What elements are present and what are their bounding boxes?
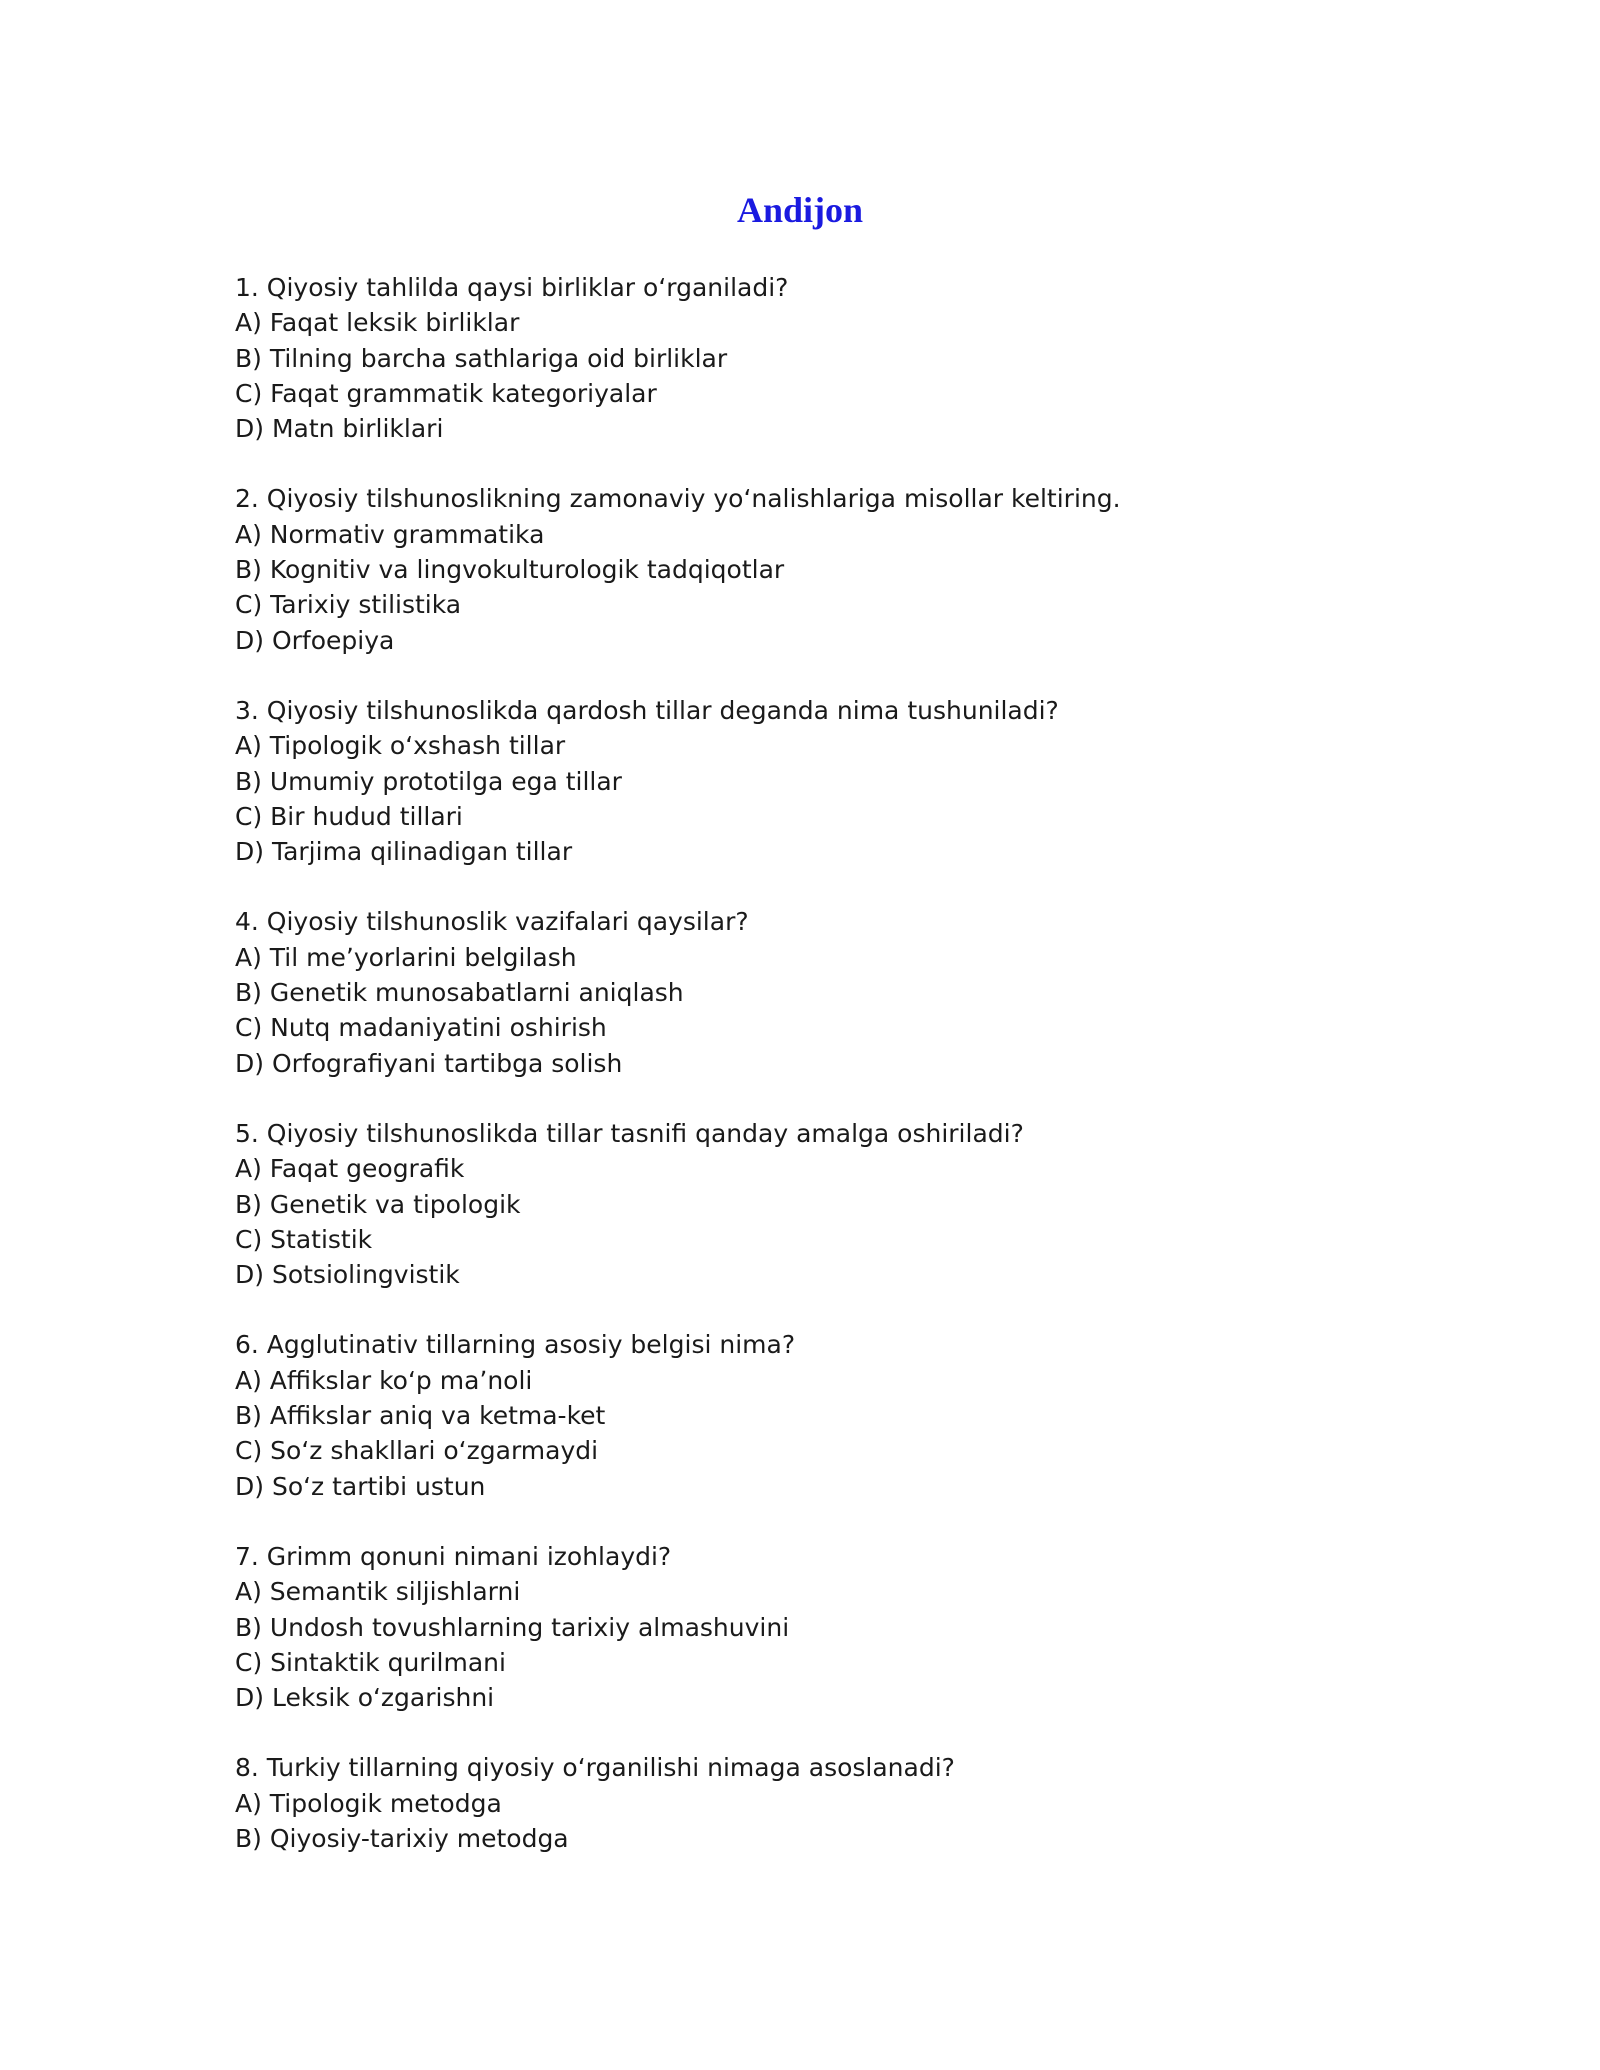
question-text: 6. Agglutinativ tillarning asosiy belgisi nima? xyxy=(235,1330,796,1360)
answer-option: A) Tipologik metodga xyxy=(235,1788,502,1818)
question-list xyxy=(235,270,1435,1891)
page-title: Andijon xyxy=(736,190,864,230)
answer-option: A) Faqat leksik birliklar xyxy=(235,308,520,338)
question-block xyxy=(235,270,1435,446)
answer-option: C) Tarixiy stilistika xyxy=(235,590,462,620)
answer-option: C) Bir hudud tillari xyxy=(235,801,463,831)
answer-option: D) Orfoepiya xyxy=(235,625,395,655)
question-block xyxy=(235,1116,1435,1292)
answer-option: C) Sintaktik qurilmani xyxy=(235,1647,506,1677)
answer-option: D) Leksik oʻzgarishni xyxy=(235,1683,495,1713)
answer-option: B) Tilning barcha sathlariga oid birliklar xyxy=(235,343,728,373)
answer-option: A) Normativ grammatika xyxy=(235,519,545,549)
question-text: 7. Grimm qonuni nimani izohlaydi? xyxy=(235,1541,672,1571)
question-block xyxy=(235,693,1435,869)
answer-option: A) Semantik siljishlarni xyxy=(235,1577,521,1607)
question-text: 2. Qiyosiy tilshunoslikning zamonaviy yoʻnalishlariga misollar keltiring. xyxy=(235,484,1121,514)
answer-option: B) Umumiy prototilga ega tillar xyxy=(235,766,622,796)
answer-option: D) Orfografiyani tartibga solish xyxy=(235,1048,623,1078)
answer-option: A) Affikslar koʻp maʼnoli xyxy=(235,1365,533,1395)
answer-option: B) Undosh tovushlarning tarixiy almashuvini xyxy=(235,1612,790,1642)
answer-option: B) Affikslar aniq va ketma-ket xyxy=(235,1401,606,1431)
answer-option: A) Tipologik oʻxshash tillar xyxy=(235,731,566,761)
question-block xyxy=(235,1327,1435,1503)
answer-option: D) Sotsiolingvistik xyxy=(235,1260,460,1290)
question-text: 1. Qiyosiy tahlilda qaysi birliklar oʻrganiladi? xyxy=(235,273,789,302)
answer-option: B) Kognitiv va lingvokulturologik tadqiqotlar xyxy=(235,555,785,585)
question-block xyxy=(235,481,1435,657)
answer-option: C) Faqat grammatik kategoriyalar xyxy=(235,378,657,408)
answer-option: D) Matn birliklari xyxy=(235,414,444,444)
question-text: 8. Turkiy tillarning qiyosiy oʻrganilishi nimaga asoslanadi? xyxy=(235,1753,955,1783)
answer-option: D) Tarjima qilinadigan tillar xyxy=(235,837,573,867)
answer-option: A) Faqat geografik xyxy=(235,1154,465,1184)
answer-option: C) Soʻz shakllari oʻzgarmaydi xyxy=(235,1436,599,1466)
question-text: 5. Qiyosiy tilshunoslikda tillar tasnifi qanday amalga oshiriladi? xyxy=(235,1118,1024,1148)
answer-option: D) Soʻz tartibi ustun xyxy=(235,1471,486,1501)
answer-option: C) Statistik xyxy=(235,1224,373,1254)
question-text: 3. Qiyosiy tilshunoslikda qardosh tillar deganda nima tushuniladi? xyxy=(235,695,1059,725)
question-text: 4. Qiyosiy tilshunoslik vazifalari qaysilar? xyxy=(235,907,749,937)
answer-option: B) Genetik munosabatlarni aniqlash xyxy=(235,978,684,1008)
question-block xyxy=(235,1750,1435,1856)
answer-option: C) Nutq madaniyatini oshirish xyxy=(235,1013,607,1043)
answer-option: B) Qiyosiy-tarixiy metodga xyxy=(235,1823,569,1853)
answer-option: A) Til meʼyorlarini belgilash xyxy=(235,942,577,972)
question-block xyxy=(235,904,1435,1080)
question-block xyxy=(235,1539,1435,1715)
answer-option: B) Genetik va tipologik xyxy=(235,1189,521,1219)
